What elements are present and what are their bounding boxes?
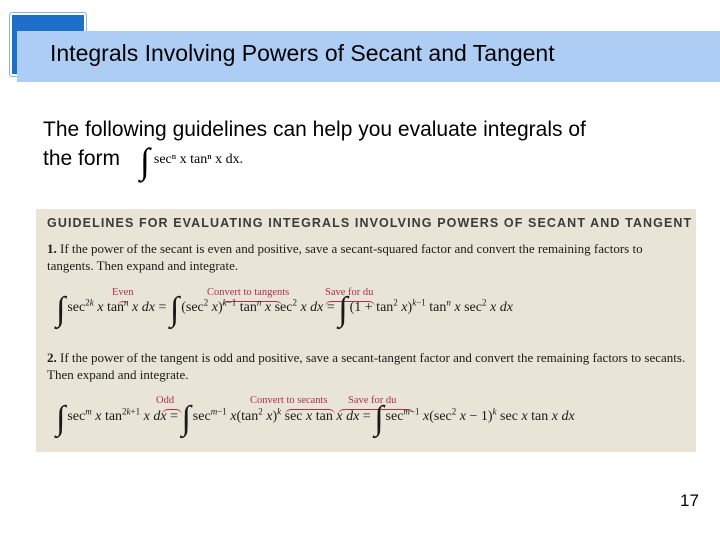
label-even: Even [112, 287, 134, 298]
label-convert-to-tangents: Convert to tangents [207, 287, 290, 298]
integral-sign: ∫ [140, 141, 150, 181]
slide-title: Integrals Involving Powers of Secant and Tangent [50, 40, 555, 66]
rule-2-equation: ∫ $\sec^m x$ $\tan^{2k+1} x$ dx = ∫ $\sec^{m-1} x(\tan^2$ x)$^k$ sec x tan x dx = ∫ $\sec^{m-1} x(\sec^2$ x − 1)$^k$ sec x tan x dx [56, 400, 575, 437]
guidelines-title: GUIDELINES FOR EVALUATING INTEGRALS INVOLVING POWERS OF SECANT AND TANGENT [47, 216, 693, 230]
label-convert-to-secants: Convert to secants [250, 395, 328, 406]
label-save-for-du-2: Save for du [348, 395, 397, 406]
rule-1-number: 1. [47, 241, 57, 256]
page-number: 17 [680, 491, 699, 510]
rule-1-equation: ∫ $\sec^{2k} x$ $\tan^n x$ dx = ∫ ($\sec^2$ x)$^{k-1}$ $\tan^n x$ $\sec^2 x$ dx = ∫ $(1 + \tan^2 x)^{k-1}$ $\tan^n x$ $\sec^2 x$ dx [56, 291, 513, 328]
intro-text-line1: The following guidelines can help you evaluate integrals of [43, 118, 586, 141]
intro-formula [140, 140, 243, 182]
intro-formula-text: secⁿ x tanⁿ x dx. [153, 152, 244, 167]
guideline-rule-1 [47, 240, 691, 274]
rule-1-text: If the power of the secant is even and positive, save a secant-squared factor and convert the remaining factors to tangents. Then expand and integrate. [47, 241, 643, 273]
rule-2-text: If the power of the tangent is odd and positive, save a secant-tangent factor and convert the remaining factors to secants. Then expand and integrate. [47, 350, 686, 382]
rule-2-number: 2. [47, 350, 57, 365]
guideline-rule-2 [47, 349, 691, 383]
intro-text-line2: the form [43, 147, 121, 170]
label-odd: Odd [156, 395, 175, 406]
label-save-for-du-1: Save for du [325, 287, 374, 298]
